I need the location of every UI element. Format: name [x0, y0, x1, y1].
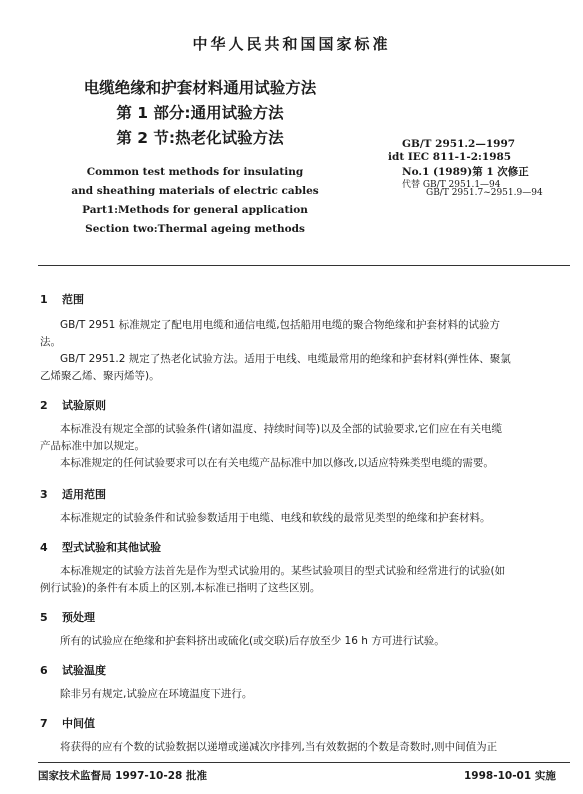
section-1-title: 范围: [62, 293, 84, 306]
section-4-para-1-line-1: 本标准规定的试验方法首先是作为型式试验用的。某些试验项目的型式试验和经常进行的试验(如: [60, 565, 506, 577]
section-1-para-1-line-1: GB/T 2951 标准规定了配电用电缆和通信电缆,包括船用电缆的聚合物绝缘和护套材料的试验方: [60, 319, 501, 331]
section-2-heading: [40, 397, 106, 413]
section-5-number: 5: [40, 611, 48, 624]
section-5-heading: [40, 609, 95, 625]
section-3-title: 适用范围: [62, 488, 106, 501]
section-4-heading: [40, 539, 161, 555]
section-5-para-1-line-1: 所有的试验应在绝缘和护套料挤出或硫化(或交联)后存放至少 16 h 方可进行试验。: [60, 635, 445, 647]
standard-number: GB/T 2951.2—1997: [402, 138, 516, 150]
title-en-line2: and sheathing materials of electric cables: [71, 185, 319, 197]
section-1-heading: [40, 291, 84, 307]
section-1-para-2-line-2: 乙烯聚乙烯、聚丙烯等)。: [40, 370, 160, 382]
section-6-para-1-line-1: 除非另有规定,试验应在环境温度下进行。: [60, 688, 253, 700]
header-divider: [38, 265, 570, 266]
standard-replaces-2: GB/T 2951.7~2951.9—94: [426, 188, 543, 198]
footer-divider: [38, 762, 570, 763]
section-7-heading: [40, 715, 95, 731]
section-2-para-1-line-2: 产品标准中加以规定。: [40, 440, 145, 452]
section-1-para-1-line-2: 法。: [40, 336, 61, 348]
section-3-number: 3: [40, 488, 48, 501]
approval-date: 国家技术监督局 1997-10-28 批准: [38, 770, 207, 782]
effective-date: 1998-10-01 实施: [464, 770, 556, 782]
standard-amendment: No.1 (1989)第 1 次修正: [402, 166, 529, 178]
section-4-title: 型式试验和其他试验: [62, 541, 161, 554]
section-4-number: 4: [40, 541, 48, 554]
section-7-number: 7: [40, 717, 48, 730]
title-en-line3: Part1:Methods for general application: [82, 204, 308, 216]
national-standard-header: 中华人民共和国国家标准: [192, 35, 391, 53]
title-cn-line3: 第 2 节:热老化试验方法: [116, 129, 284, 147]
section-6-number: 6: [40, 664, 48, 677]
section-2-para-2-line-1: 本标准规定的任何试验要求可以在有关电缆产品标准中加以修改,以适应特殊类型电缆的需要。: [60, 457, 494, 469]
section-2-number: 2: [40, 399, 48, 412]
section-3-heading: [40, 486, 106, 502]
section-7-title: 中间值: [62, 717, 95, 730]
title-cn-line2: 第 1 部分:通用试验方法: [116, 104, 284, 122]
section-7-para-1-line-1: 将获得的应有个数的试验数据以递增或递减次序排列,当有效数据的个数是奇数时,则中间值为正: [60, 741, 498, 753]
section-2-title: 试验原则: [62, 399, 106, 412]
title-en-line1: Common test methods for insulating: [86, 166, 304, 178]
title-en-line4: Section two:Thermal ageing methods: [85, 223, 305, 235]
section-6-title: 试验温度: [62, 664, 106, 677]
section-3-para-1-line-1: 本标准规定的试验条件和试验参数适用于电缆、电线和软线的最常见类型的绝缘和护套材料。: [60, 512, 491, 524]
section-5-title: 预处理: [62, 611, 95, 624]
section-1-para-2-line-1: GB/T 2951.2 规定了热老化试验方法。适用于电线、电缆最常用的绝缘和护套材料(弹性体、聚氯: [60, 353, 511, 365]
section-6-heading: [40, 662, 106, 678]
standard-idt: idt IEC 811-1-2:1985: [388, 151, 512, 163]
section-4-para-1-line-2: 例行试验)的条件有本质上的区别,本标准已指明了这些区别。: [40, 582, 321, 594]
section-1-number: 1: [40, 293, 48, 306]
section-2-para-1-line-1: 本标准没有规定全部的试验条件(诸如温度、持续时间等)以及全部的试验要求,它们应在有关电缆: [60, 423, 503, 435]
title-cn-line1: 电缆绝缘和护套材料通用试验方法: [83, 79, 317, 97]
standard-replaces-1: 代替 GB/T 2951.1—94: [402, 180, 501, 190]
